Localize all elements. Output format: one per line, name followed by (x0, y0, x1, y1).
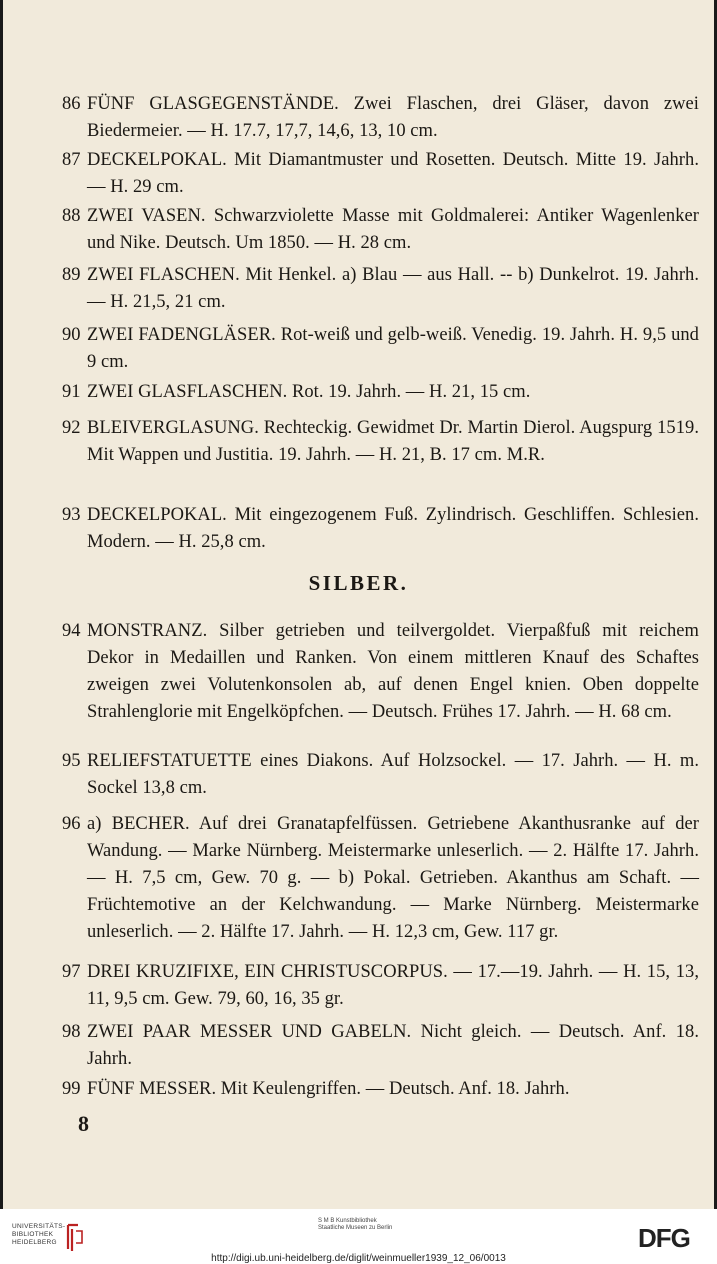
page-number: 8 (78, 1111, 89, 1136)
smb-label: S M B Kunstbibliothek Staatliche Museen zu Berlin (318, 1218, 393, 1231)
catalog-entry-88 (62, 203, 699, 257)
entry-text: DREI KRUZIFIXE, EIN CHRISTUSCORPUS. — 17.—19. Jahrh. — H. 15, 13, 11, 9,5 cm. Gew. 79, 60, 16, 35 gr. (87, 962, 699, 1009)
entry-text: FÜNF GLASGEGENSTÄNDE. Zwei Flaschen, drei Gläser, davon zwei Biedermeier. — H. 17.7, 17,7, 14,6, 13, 10 cm. (87, 94, 699, 141)
university-logo-icon (64, 1221, 86, 1253)
entry-number: 91 (62, 382, 81, 402)
entry-text: ZWEI PAAR MESSER UND GABELN. Nicht gleich. — Deutsch. Anf. 18. Jahrh. (87, 1022, 699, 1069)
entry-number: 95 (62, 751, 81, 771)
entry-number: 89 (62, 265, 81, 285)
entry-text: ZWEI FLASCHEN. Mit Henkel. a) Blau — aus Hall. -- b) Dunkelrot. 19. Jahrh. — H. 21,5, 21 cm. (87, 265, 699, 312)
entry-text: BLEIVERGLASUNG. Rechteckig. Gewidmet Dr. Martin Dierol. Augspurg 1519. Mit Wappen und Justitia. 19. Jahrh. — H. 21, B. 17 cm. M.R. (87, 418, 699, 465)
digitization-footer (0, 1209, 717, 1264)
entry-text: ZWEI FADENGLÄSER. Rot-weiß und gelb-weiß. Venedig. 19. Jahrh. H. 9,5 und 9 cm. (87, 325, 699, 372)
entry-number: 87 (62, 150, 81, 170)
entry-text: a) BECHER. Auf drei Granatapfelfüssen. Getriebene Akanthusranke auf der Wandung. — Marke Nürnberg. Meistermarke unleserlich. — 2. Hälfte 17. Jahrh. — H. 7,5 cm, Gew. 70 g. — b) Pokal. Getrieben. Akanthus am Schaft. — Früchtemotive an der Kelchwandung. — Marke Nürnberg. Meistermarke unleserlich. — 2. Hälfte 17. Jahrh. — H. 12,3 cm, Gew. 117 gr. (87, 814, 699, 942)
entry-number: 96 (62, 814, 81, 834)
catalog-entry-95 (62, 748, 699, 802)
entry-number: 99 (62, 1079, 81, 1099)
entry-text: ZWEI VASEN. Schwarzviolette Masse mit Goldmalerei: Antiker Wagenlenker und Nike. Deutsch. Um 1850. — H. 28 cm. (87, 206, 699, 253)
entry-text: RELIEFSTATUETTE eines Diakons. Auf Holzsockel. — 17. Jahrh. — H. m. Sockel 13,8 cm. (87, 751, 699, 798)
entry-text: DECKELPOKAL. Mit Diamantmuster und Rosetten. Deutsch. Mitte 19. Jahrh. — H. 29 cm. (87, 150, 699, 197)
entry-number: 93 (62, 505, 81, 525)
university-library-label: UNIVERSITÄTS-BIBLIOTHEK HEIDELBERG (12, 1223, 66, 1246)
entry-text: ZWEI GLASFLASCHEN. Rot. 19. Jahrh. — H. 21, 15 cm. (87, 382, 531, 402)
entry-text: FÜNF MESSER. Mit Keulengriffen. — Deutsch. Anf. 18. Jahrh. (87, 1079, 570, 1099)
entry-number: 88 (62, 206, 81, 226)
catalog-entry-98 (62, 1019, 699, 1073)
catalog-entry-91 (62, 379, 699, 406)
entry-number: 94 (62, 621, 81, 641)
entry-text: DECKELPOKAL. Mit eingezogenem Fuß. Zylindrisch. Geschliffen. Schlesien. Modern. — H. 25,8 cm. (87, 505, 699, 552)
catalog-entry-97 (62, 959, 699, 1013)
entry-number: 92 (62, 418, 81, 438)
section-heading: SILBER. (308, 571, 409, 595)
catalog-page (3, 0, 714, 1209)
entry-number: 97 (62, 962, 81, 982)
entry-text: MONSTRANZ. Silber getrieben und teilvergoldet. Vierpaßfuß mit reichem Dekor in Medaillen und Ranken. Von einem mittleren Knauf des Schaftes zweigen zwei Volutenkonsolen ab, auf denen Engel knien. Oben doppelte Strahlenglorie mit Engelköpfchen. — Deutsch. Frühes 17. Jahrh. — H. 68 cm. (87, 621, 699, 722)
catalog-entry-90 (62, 322, 699, 376)
catalog-entry-99 (62, 1076, 699, 1103)
entry-number: 98 (62, 1022, 81, 1042)
catalog-entry-93 (62, 502, 699, 556)
catalog-entry-92 (62, 415, 699, 469)
catalog-entry-89 (62, 262, 699, 316)
catalog-entry-96 (62, 811, 699, 946)
dfg-logo: DFG (638, 1223, 690, 1253)
catalog-entry-94 (62, 618, 699, 726)
entry-number: 90 (62, 325, 81, 345)
catalog-entry-86 (62, 91, 699, 145)
source-url-link[interactable]: http://digi.ub.uni-heidelberg.de/diglit/weinmueller1939_12_06/0013 (211, 1253, 506, 1264)
entry-number: 86 (62, 94, 81, 114)
catalog-entry-87 (62, 147, 699, 201)
